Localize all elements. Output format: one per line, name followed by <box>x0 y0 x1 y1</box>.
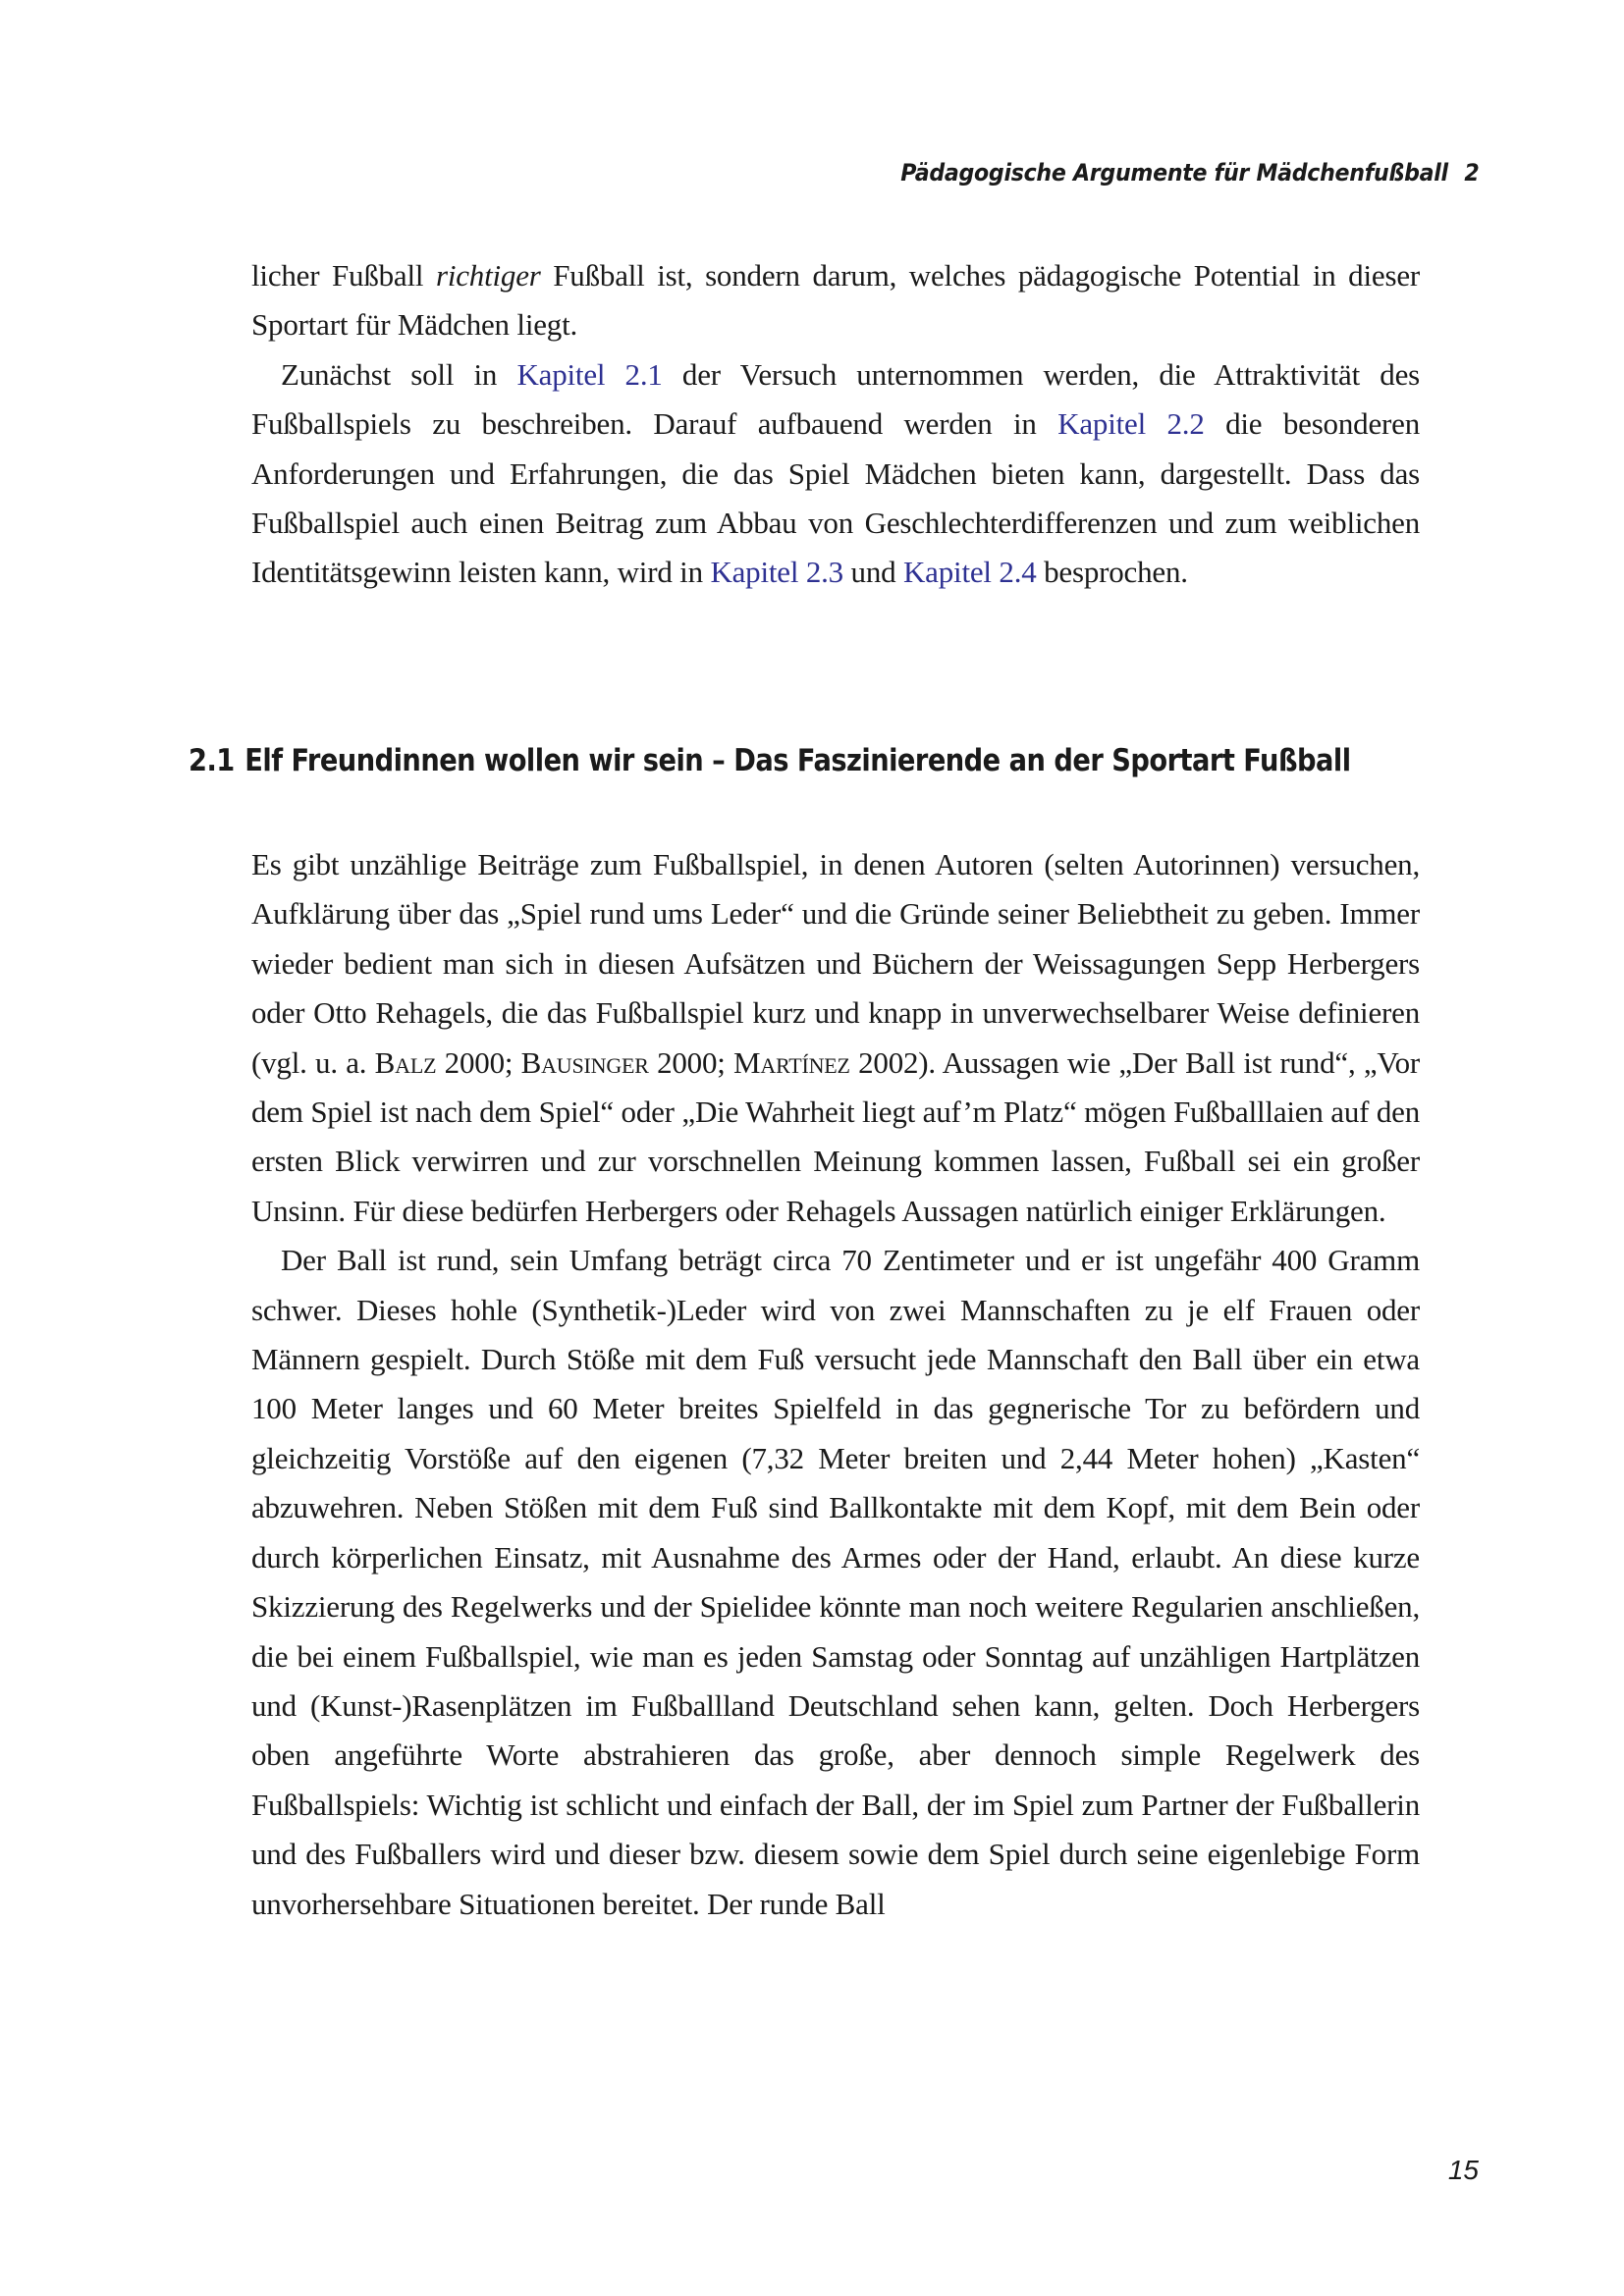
section-heading <box>189 743 1351 778</box>
citation-balz: Balz <box>374 1044 437 1080</box>
running-head <box>900 159 1479 187</box>
text-run: licher Fußball <box>251 258 436 293</box>
citation-bausinger: Bausinger <box>520 1044 649 1080</box>
section-paragraph-2: Der Ball ist rund, sein Umfang beträgt circa 70 Zentimeter und er ist ungefähr 400 Gramm schwer. Dieses hohle (Synthetik-)Leder wird von zwei Mannschaften zu je elf Frauen oder Männern gespielt. Durch Stöße mit dem Fuß versucht jede Mannschaft den Ball über ein etwa 100 Meter langes und 60 Meter breites Spielfeld in das gegnerische Tor zu befördern und gleichzeitig Vorstöße auf den eigenen (7,32 Meter breiten und 2,44 Meter hohen) „Kasten“ abzuwehren. Neben Stößen mit dem Fuß sind Ballkontakte mit dem Kopf, mit dem Bein oder durch körperlichen Einsatz, mit Ausnahme des Armes oder der Hand, erlaubt. An diese kurze Skizzierung des Regelwerks und der Spielidee könnte man noch weitere Regularien anschließen, die bei einem Fußballspiel, wie man es jeden Samstag oder Sonntag auf unzähligen Hartplätzen und (Kunst-)Rasenplätzen im Fußballland Deutschland sehen kann, gelten. Doch Herbergers oben angeführte Worte abstrahieren das große, aber dennoch simple Regelwerk des Fußballspiels: Wichtig ist schlicht und einfach der Ball, der im Spiel zum Partner der Fußballerin und des Fußballers wird und dieser bzw. diesem sowie dem Spiel durch seine eigenlebige Form unvorhersehbare Situationen bereitet. Der runde Ball <box>251 1243 1420 1921</box>
text-run: besprochen. <box>1036 555 1188 590</box>
running-head-chapter-number: 2 <box>1463 159 1479 187</box>
intro-text-block <box>251 251 1420 598</box>
link-kapitel-2-2[interactable]: Kapitel 2.2 <box>1057 406 1205 442</box>
intro-paragraph-1 <box>251 251 1420 350</box>
text-run: 2002). Aussagen wie „Der Ball ist rund“, „Vor dem Spiel ist nach dem Spiel“ oder „Die Wahrheit liegt auf’m Platz“ mögen Fußballlaien auf den ersten Blick verwirren und zur vorschnellen Meinung kommen lassen, Fußball sei ein großer Unsinn. Für diese bedürfen Herbergers oder Rehagels Aussagen natürlich einiger Erklärungen. <box>251 1044 1421 1228</box>
link-kapitel-2-3[interactable]: Kapitel 2.3 <box>710 555 843 590</box>
text-run: und <box>842 555 903 590</box>
running-head-title: Pädagogische Argumente für Mädchenfußball <box>899 159 1448 187</box>
text-run: 2000; <box>648 1044 734 1080</box>
emphasis-richtiger: richtiger <box>435 258 541 293</box>
intro-paragraph-2 <box>251 350 1420 598</box>
link-kapitel-2-1[interactable]: Kapitel 2.1 <box>516 356 663 392</box>
text-run: Zunächst soll in <box>281 356 517 392</box>
section-paragraph-1 <box>251 840 1420 1236</box>
citation-martinez: Martínez <box>733 1044 850 1080</box>
text-run: Fußball ist, sondern darum, welches pädagogische Potential in dieser Sportart für Mädchen liegt. <box>251 258 1420 343</box>
section-title: Elf Freundinnen wollen wir sein – Das Faszinierende an der Sportart Fußball <box>244 743 1351 778</box>
section-number: 2.1 <box>189 743 235 778</box>
page-number: 15 <box>1447 2155 1479 2185</box>
section-text-block <box>251 840 1420 1929</box>
text-run: die besonderen Anforderungen und Erfahrungen, die das Spiel Mädchen bieten kann, dargestellt. Dass das Fußballspiel auch einen Beitrag zum Abbau von Geschlechterdifferenzen und zum weiblichen Identitätsgewinn leisten kann, wird in <box>251 406 1420 590</box>
text-run: 2000; <box>436 1044 521 1080</box>
link-kapitel-2-4[interactable]: Kapitel 2.4 <box>903 555 1037 590</box>
text-run: Es gibt unzählige Beiträge zum Fußballspiel, in denen Autoren (selten Autorinnen) versuchen, Aufklärung über das „Spiel rund ums Leder“ und die Gründe seiner Beliebtheit zu geben. Immer wieder bedient man sich in diesen Aufsätzen und Büchern der Weissagungen Sepp Herbergers oder Otto Rehagels, die das Fußballspiel kurz und knapp in unverwechselbarer Weise definieren (vgl. u. a. <box>251 847 1420 1080</box>
text-run: der Versuch unternommen werden, die Attraktivität des Fußballspiels zu beschreiben. Darauf aufbauend werden in <box>251 356 1420 442</box>
